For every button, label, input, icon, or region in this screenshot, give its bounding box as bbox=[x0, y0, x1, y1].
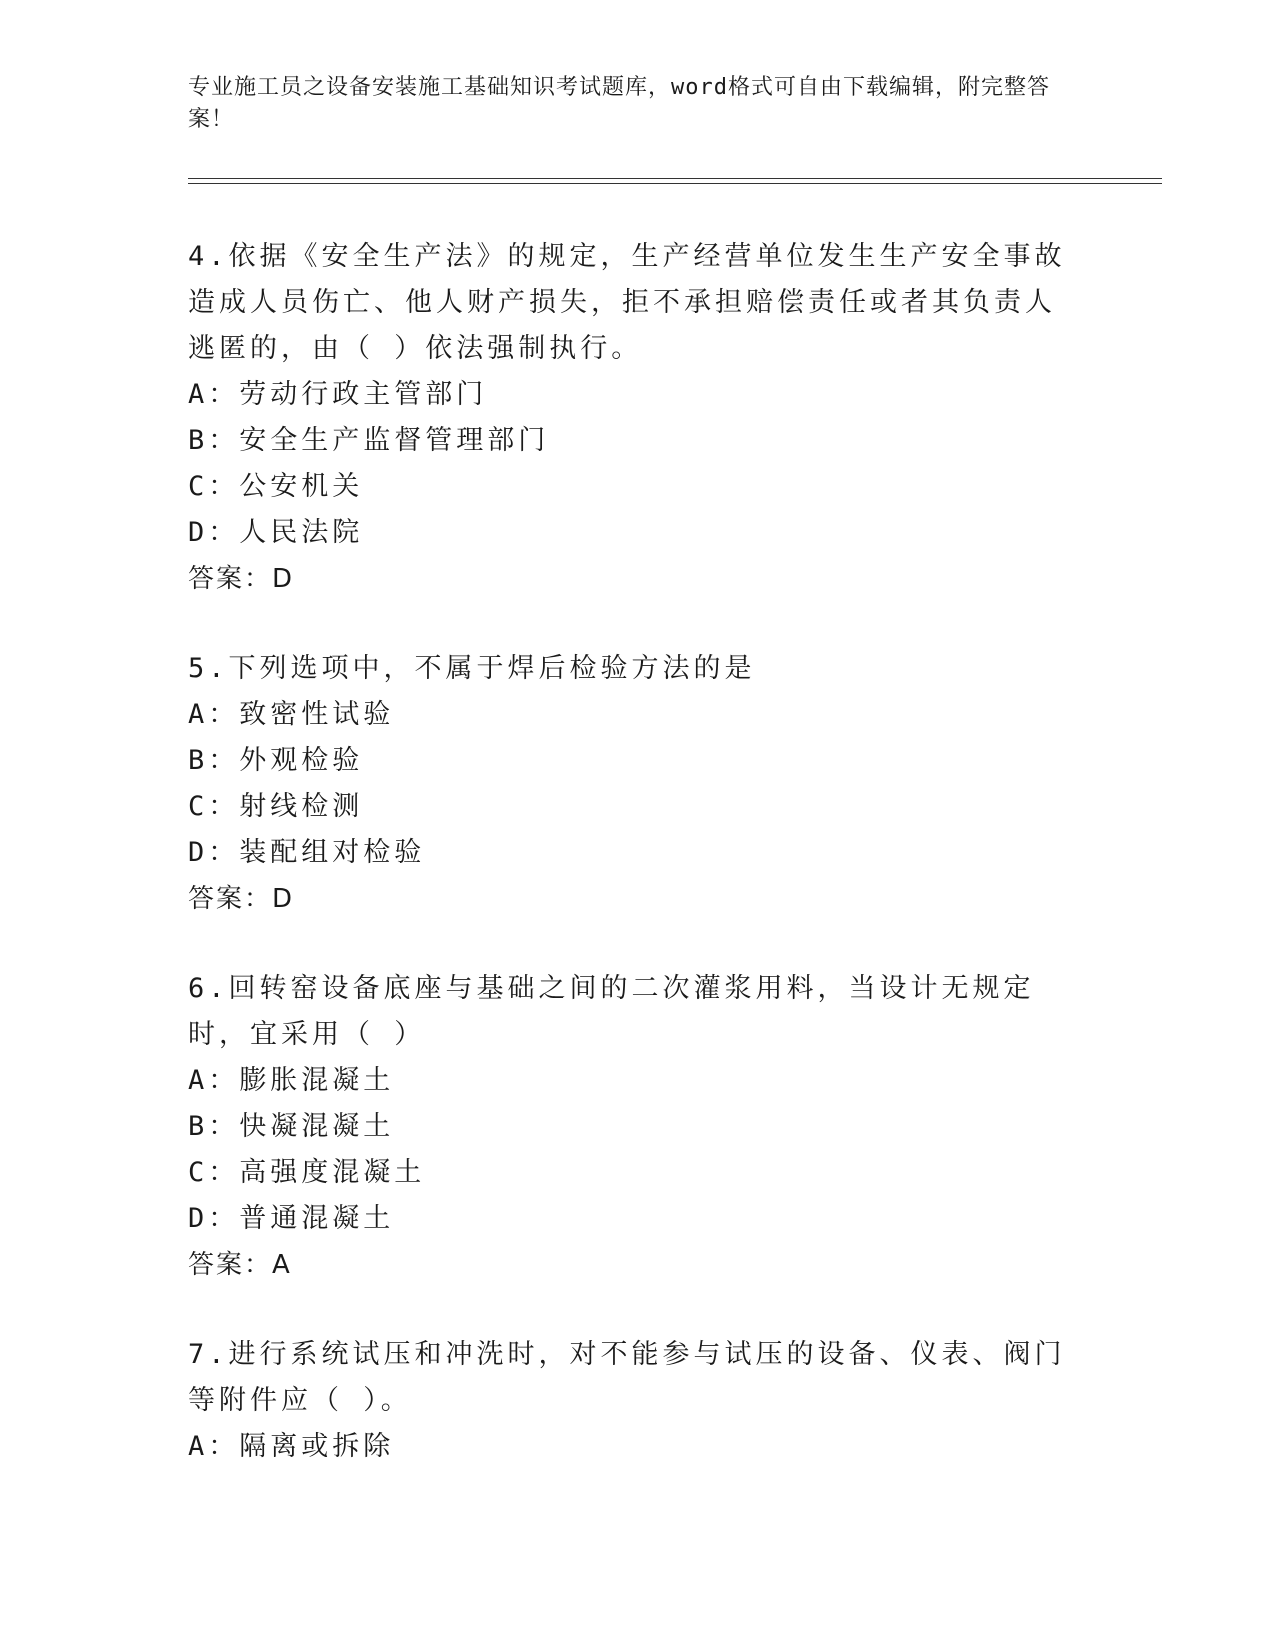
question-4 bbox=[188, 234, 1068, 602]
option-a: A：致密性试验 bbox=[188, 699, 395, 730]
option-a: A：隔离或拆除 bbox=[188, 1431, 395, 1462]
answer: 答案：D bbox=[188, 564, 295, 594]
header-rule-top bbox=[188, 178, 1162, 179]
question-7 bbox=[188, 1332, 1068, 1470]
question-text: 4.依据《安全生产法》的规定，生产经营单位发生生产安全事故造成人员伤亡、他人财产损失，拒不承担赔偿责任或者其负责人逃匿的，由（ ）依法强制执行。 bbox=[188, 241, 1066, 364]
option-c: C：公安机关 bbox=[188, 471, 364, 502]
question-text: 5.下列选项中，不属于焊后检验方法的是 bbox=[188, 653, 756, 684]
option-b: B：安全生产监督管理部门 bbox=[188, 425, 550, 456]
option-d: D：装配组对检验 bbox=[188, 837, 426, 868]
option-d: D：普通混凝土 bbox=[188, 1203, 395, 1234]
option-a: A：劳动行政主管部门 bbox=[188, 379, 488, 410]
question-text: 6.回转窑设备底座与基础之间的二次灌浆用料，当设计无规定时，宜采用（ ） bbox=[188, 973, 1035, 1050]
question-text: 7.进行系统试压和冲洗时，对不能参与试压的设备、仪表、阀门等附件应（ ）。 bbox=[188, 1339, 1066, 1416]
option-d: D：人民法院 bbox=[188, 517, 364, 548]
header-rule-bottom bbox=[188, 183, 1162, 184]
question-5 bbox=[188, 646, 1068, 922]
option-b: B：外观检验 bbox=[188, 745, 364, 776]
option-c: C：射线检测 bbox=[188, 791, 364, 822]
question-list bbox=[188, 234, 1068, 1514]
option-b: B：快凝混凝土 bbox=[188, 1111, 395, 1142]
answer: 答案：A bbox=[188, 1250, 292, 1280]
question-6 bbox=[188, 966, 1068, 1288]
option-a: A：膨胀混凝土 bbox=[188, 1065, 395, 1096]
option-c: C：高强度混凝土 bbox=[188, 1157, 426, 1188]
answer: 答案：D bbox=[188, 884, 295, 914]
document-header: 专业施工员之设备安装施工基础知识考试题库，word格式可自由下载编辑，附完整答案！ bbox=[188, 75, 1050, 132]
